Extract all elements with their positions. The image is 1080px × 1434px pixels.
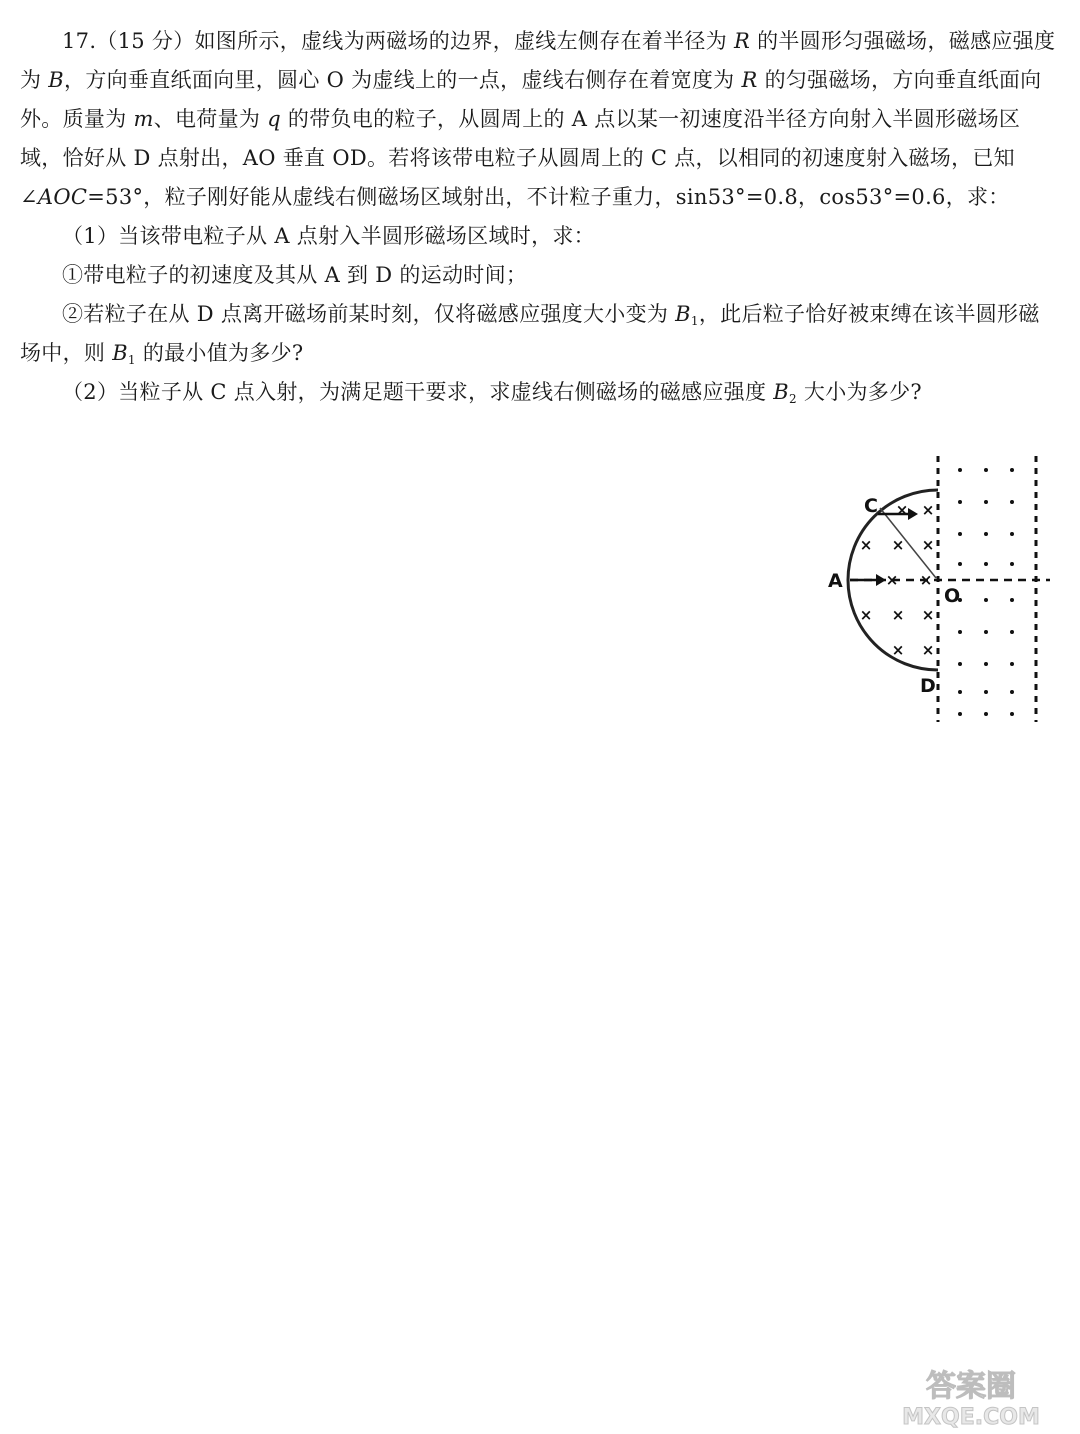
watermark-brand-text: 答案圈 <box>926 1369 1016 1404</box>
question-part-1-sub-1: ①带电粒子的初速度及其从 A 到 D 的运动时间； <box>62 263 528 287</box>
question-part-2: （2）当粒子从 C 点入射，为满足题干要求，求虚线右侧磁场的磁感应强度 $B_2$ 大小为多少? <box>62 380 922 406</box>
label-d: D <box>920 675 936 697</box>
svg-text:×: × <box>891 606 905 624</box>
svg-text:×: × <box>859 606 873 624</box>
svg-text:×: × <box>859 536 873 554</box>
label-o: O <box>944 585 961 607</box>
svg-text:×: × <box>921 536 935 554</box>
problem-text <box>20 22 1060 412</box>
question-part-1: （1）当该带电粒子从 A 点射入半圆形磁场区域时，求： <box>62 224 595 248</box>
question-part-1-sub-2: ②若粒子在从 D 点离开磁场前某时刻，仅将磁感应强度大小变为 $B_1$，此后粒子恰好被束缚在该半圆形磁场中，则 $B_1$ 的最小值为多少? <box>20 302 1040 367</box>
watermark-site: MXQE.COM <box>902 1405 1040 1428</box>
svg-text:×: × <box>895 501 909 519</box>
svg-text:×: × <box>891 536 905 554</box>
svg-text:×: × <box>921 641 935 659</box>
dots-field-out <box>958 468 1014 716</box>
svg-text:×: × <box>921 501 935 519</box>
svg-text:×: × <box>921 606 935 624</box>
svg-text:×: × <box>885 571 899 589</box>
svg-text:×: × <box>919 571 933 589</box>
label-a: A <box>828 570 843 592</box>
svg-text:×: × <box>891 641 905 659</box>
watermark-logo <box>876 1362 1066 1428</box>
magnetic-field-diagram <box>820 452 1060 728</box>
label-c: C <box>864 495 878 517</box>
arrow-at-a <box>850 574 886 586</box>
problem-statement: 17.（15 分）如图所示，虚线为两磁场的边界，虚线左侧存在着半径为 R 的半圆形匀强磁场，磁感应强度为 B，方向垂直纸面向里，圆心 O 为虚线上的一点，虚线右侧存在着宽度为 R 的匀强磁场，方向垂直纸面向外。质量为 m、电荷量为 q 的带负电的粒子，从圆周上的 A 点以某一初速度沿半径方向射入半圆形磁场区域，恰好从 D 点射出，AO 垂直 OD。若将该带电粒子从圆周上的 C 点，以相同的初速度射入磁场，已知∠AOC=53°，粒子刚好能从虚线右侧磁场区域射出，不计粒子重力，sin53°=0.8，cos53°=0.6，求： <box>20 29 1056 209</box>
